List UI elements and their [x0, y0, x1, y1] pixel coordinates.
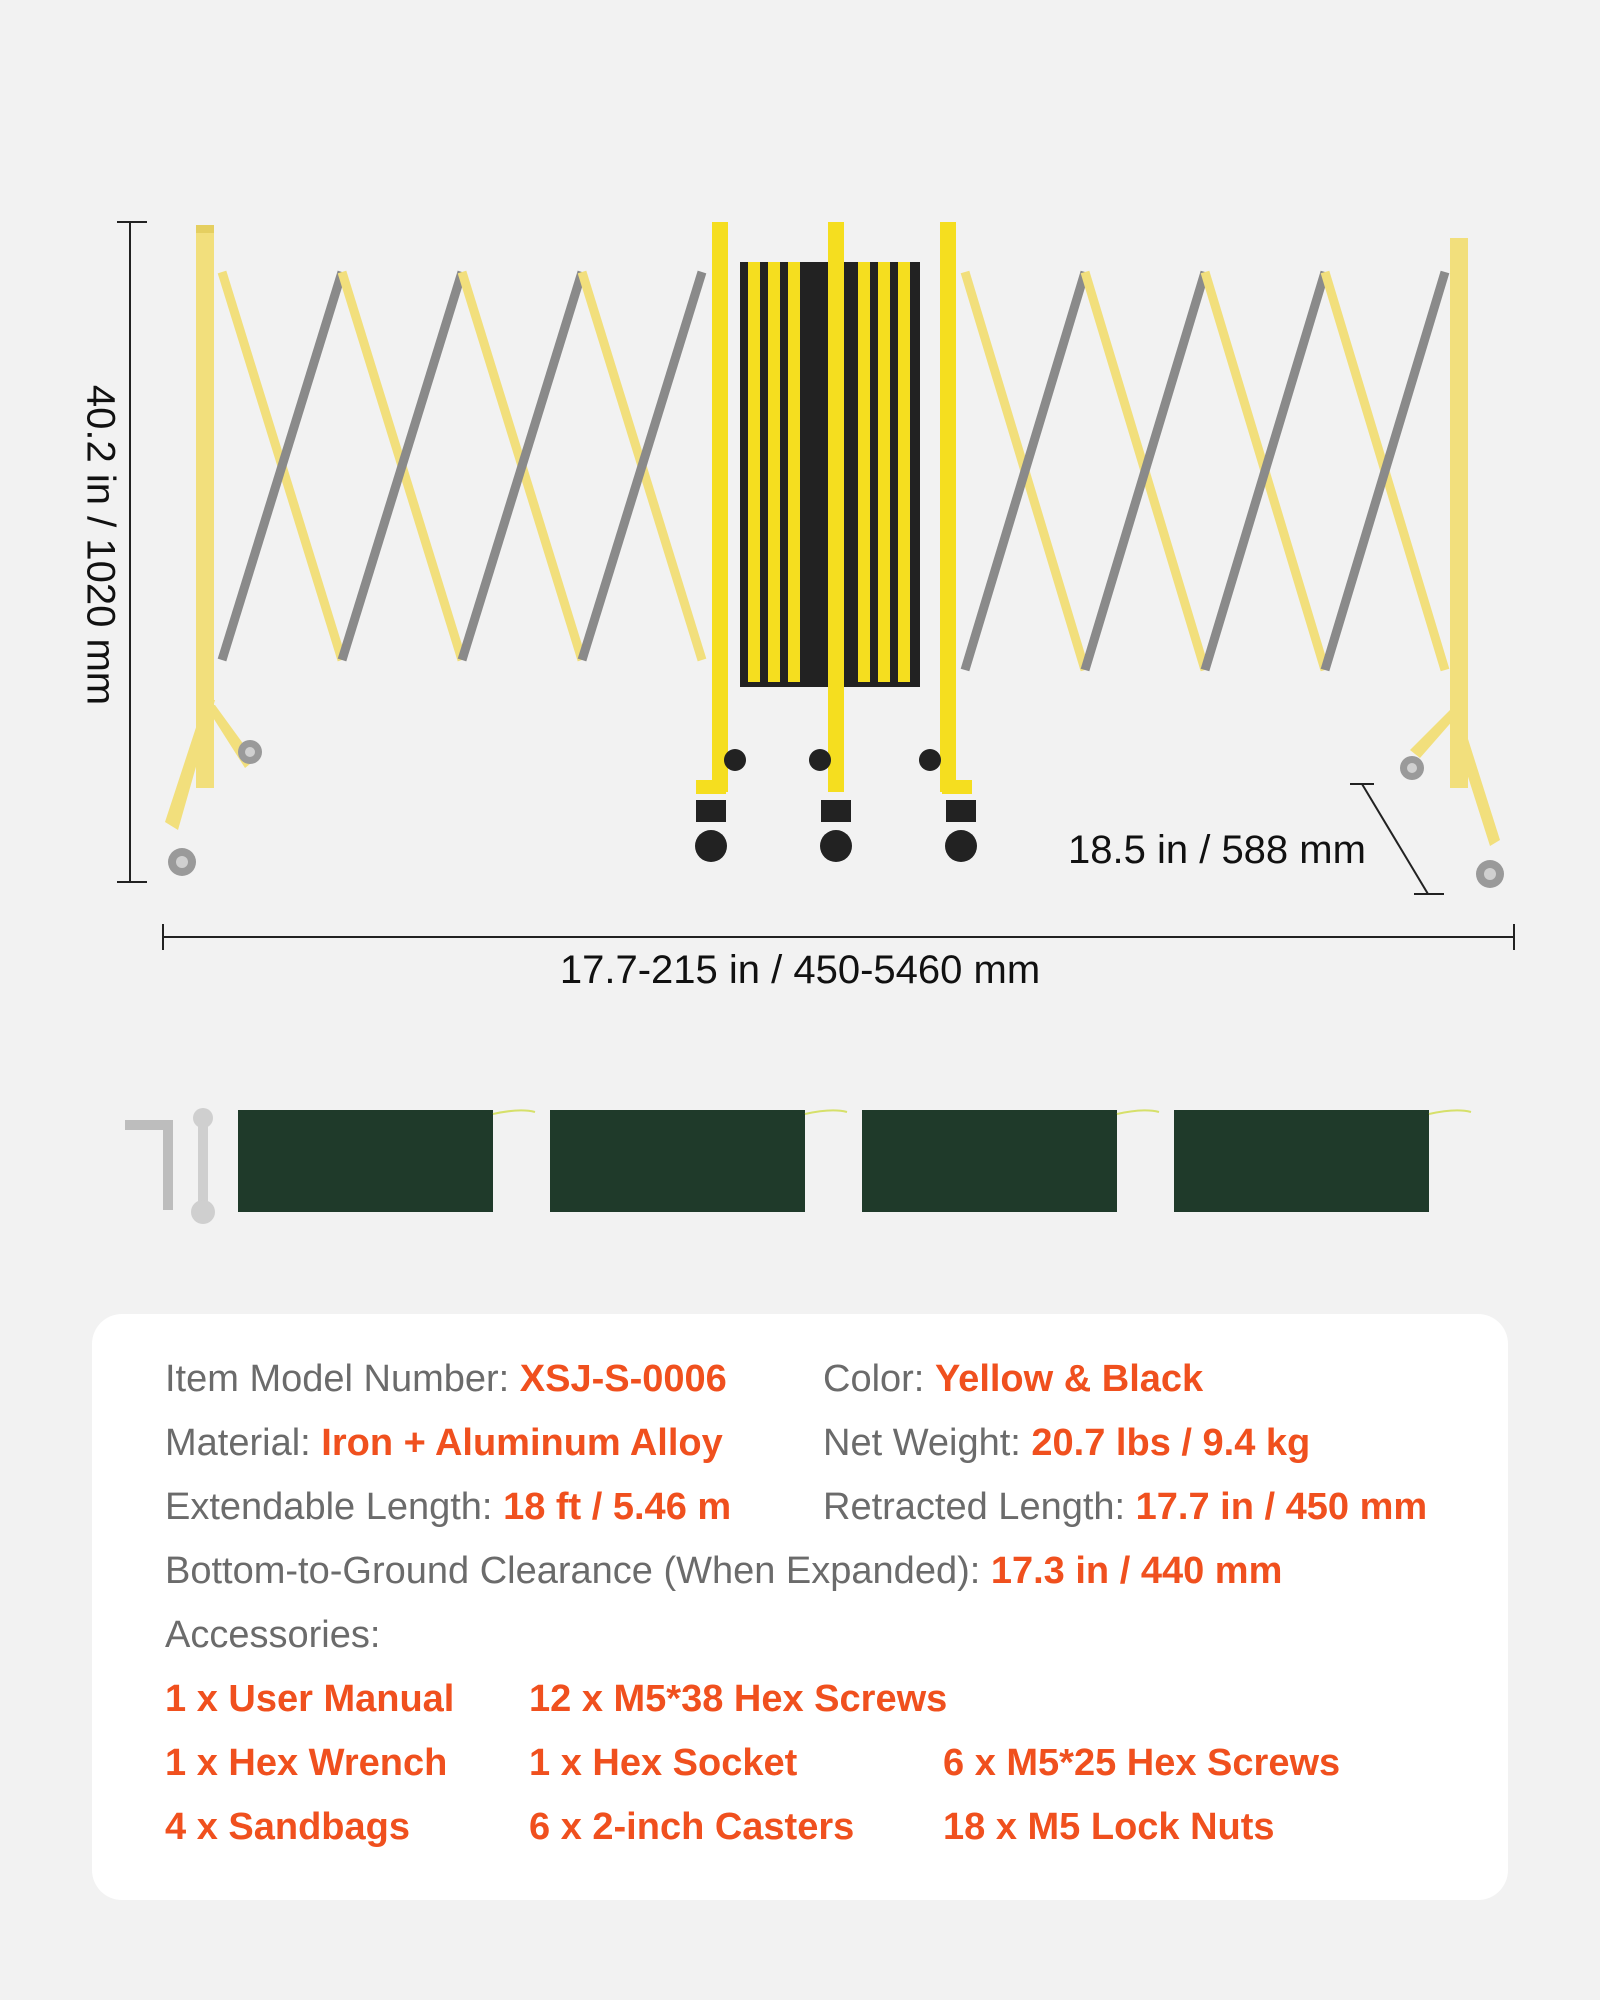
- accessories-row: [0, 1090, 1600, 1230]
- spec-clearance-label: Bottom-to-Ground Clearance (When Expanded):: [165, 1550, 981, 1592]
- sandbag-icon: [862, 1110, 1159, 1212]
- spec-material-label: Material:: [165, 1422, 311, 1464]
- spec-color-label: Color:: [823, 1358, 925, 1400]
- spec-model: [165, 1354, 727, 1404]
- spec-color-value: Yellow & Black: [934, 1358, 1204, 1400]
- spec-model-label: Item Model Number:: [165, 1358, 510, 1400]
- right-lattice: [965, 272, 1445, 670]
- spec-clearance: [165, 1546, 1282, 1596]
- accessories-heading: Accessories:: [165, 1614, 381, 1656]
- spec-model-value: XSJ-S-0006: [519, 1358, 727, 1400]
- accessory-item: 6 x M5*25 Hex Screws: [943, 1742, 1341, 1784]
- width-dimension-line: [163, 924, 1514, 950]
- spec-retracted-length: [823, 1482, 1427, 1532]
- spec-weight-label: Net Weight:: [823, 1422, 1021, 1464]
- accessory-item: 1 x User Manual: [165, 1678, 455, 1720]
- hex-socket-icon: [125, 1120, 173, 1210]
- left-end-post: [165, 225, 262, 876]
- spec-extendable-length-label: Extendable Length:: [165, 1486, 493, 1528]
- accessory-item: 6 x 2-inch Casters: [529, 1806, 855, 1848]
- accessory-item: 12 x M5*38 Hex Screws: [529, 1678, 948, 1720]
- spec-clearance-value: 17.3 in / 440 mm: [990, 1550, 1283, 1592]
- accessory-item: 1 x Hex Socket: [529, 1742, 798, 1784]
- sandbag-icon: [238, 1110, 535, 1212]
- spec-extendable-length: [165, 1482, 731, 1532]
- accessory-item: 1 x Hex Wrench: [165, 1742, 448, 1784]
- hex-wrench-icon: [191, 1108, 215, 1224]
- accessory-item: 18 x M5 Lock Nuts: [943, 1806, 1275, 1848]
- spec-weight-value: 20.7 lbs / 9.4 kg: [1031, 1422, 1311, 1464]
- spec-card: [92, 1314, 1508, 1900]
- spec-material: [165, 1418, 723, 1468]
- spec-color: [823, 1354, 1203, 1404]
- width-dimension-label: 17.7-215 in / 450-5460 mm: [559, 948, 1041, 992]
- spec-extendable-length-value: 18 ft / 5.46 m: [503, 1486, 732, 1528]
- spec-retracted-length-label: Retracted Length:: [823, 1486, 1126, 1528]
- sandbag-icon: [550, 1110, 847, 1212]
- spec-retracted-length-value: 17.7 in / 450 mm: [1135, 1486, 1428, 1528]
- sandbag-icon: [1174, 1110, 1471, 1212]
- center-collapsed-section: [695, 222, 977, 862]
- left-lattice: [222, 272, 702, 660]
- spec-weight: [823, 1418, 1310, 1468]
- height-dimension-label: 40.2 in / 1020 mm: [78, 384, 123, 706]
- depth-dimension-label: 18.5 in / 588 mm: [1068, 828, 1366, 872]
- accessory-item: 4 x Sandbags: [165, 1806, 410, 1848]
- spec-material-value: Iron + Aluminum Alloy: [321, 1422, 723, 1464]
